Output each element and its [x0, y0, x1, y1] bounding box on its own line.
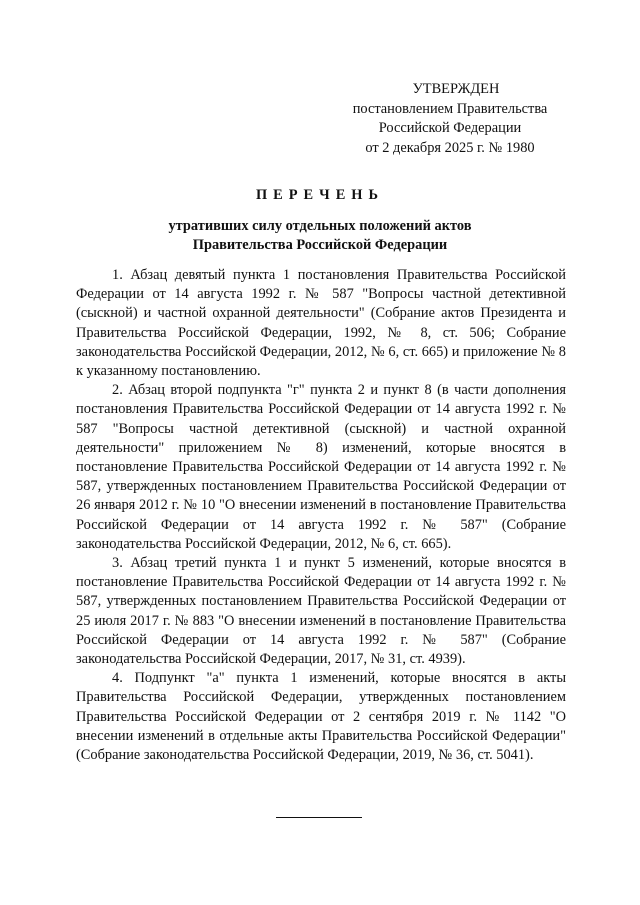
heading-subtitle-line-2: Правительства Российской Федерации — [192, 237, 448, 253]
approval-title: УТВЕРЖДЕН — [412, 81, 500, 97]
document-body — [76, 266, 566, 765]
approval-line-1: постановлением Правительства — [352, 100, 548, 117]
heading-subtitle-line-1: утративших силу отдельных положений актов — [168, 218, 472, 234]
heading-title: ПЕРЕЧЕНЬ — [255, 187, 385, 203]
document-heading — [0, 186, 640, 255]
list-item-1: 1. Абзац девятый пункта 1 постановления Правительства Российской Федерации от 14 августа 1992 г. № 587 "Вопросы частной детективной (сыскной) и частной охранной деятельности" (Собрание актов Президента и Правительства Российской Федерации, 1992, № 8, ст. 506; Собрание законодательства Российской Федерации, 2012, № 6, ст. 665) и приложение № 8 к указанному постановлению. — [76, 267, 566, 380]
approval-block — [330, 80, 570, 158]
closing-separator-line — [276, 817, 362, 818]
list-item-4: 4. Подпункт "а" пункта 1 изменений, которые вносятся в акты Правительства Российской Федерации, утвержденных постановлением Правительства Российской Федерации от 2 сентября 2019 г. № 1142 "О внесении изменений в отдельные акты Правительства Российской Федерации" (Собрание законодательства Российской Федерации, 2019, № 36, ст. 5041). — [76, 670, 566, 764]
approval-line-3: от 2 декабря 2025 г. № 1980 — [365, 139, 535, 156]
approval-line-2: Российской Федерации — [378, 120, 522, 136]
list-item-2: 2. Абзац второй подпункта "г" пункта 2 и пункт 8 (в части дополнения постановления Правительства Российской Федерации от 14 августа 1992 г. № 587 "Вопросы частной детективной (сыскной) и частной охранной деятельности" приложением № 8) изменений, которые вносятся в постановление Правительства Российской Федерации от 14 августа 1992 г. № 587, утвержденных постановлением Правительства Российской Федерации от 26 января 2012 г. № 10 "О внесении изменений в постановление Правительства Российской Федерации от 14 августа 1992 г. № 587" (Собрание законодательства Российской Федерации, 2012, № 6, ст. 665). — [76, 382, 566, 552]
list-item-3: 3. Абзац третий пункта 1 и пункт 5 изменений, которые вносятся в постановление Правительства Российской Федерации от 14 августа 1992 г. № 587, утвержденных постановлением Правительства Российской Федерации от 25 июля 2017 г. № 883 "О внесении изменений в постановление Правительства Российской Федерации от 14 августа 1992 г. № 587" (Собрание законодательства Российской Федерации, 2017, № 31, ст. 4939). — [76, 555, 566, 668]
